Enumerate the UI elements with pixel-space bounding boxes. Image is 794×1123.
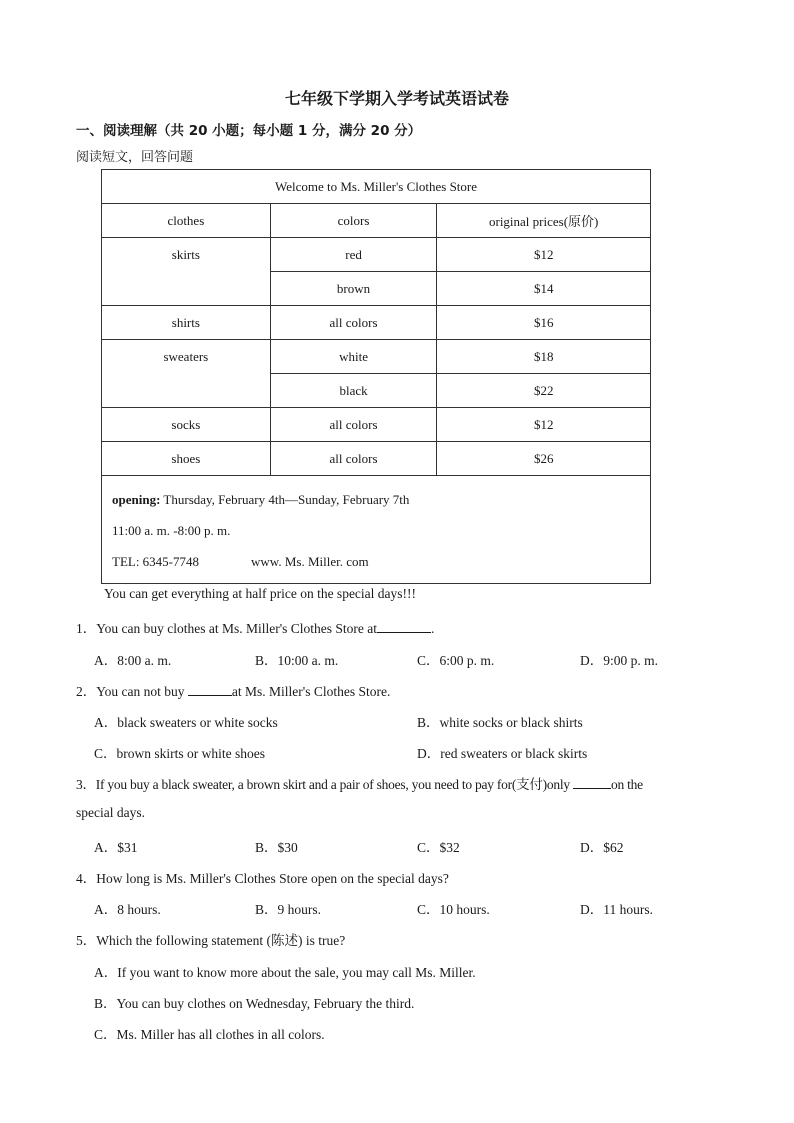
table-header-row bbox=[102, 204, 651, 238]
q3-option-b: B．$30 bbox=[255, 840, 298, 855]
item-cell: sweaters bbox=[102, 340, 271, 408]
question-text-end: at Ms. Miller's Clothes Store. bbox=[231, 684, 391, 699]
q2-option-b: B．white socks or black shirts bbox=[417, 715, 583, 730]
question-3 bbox=[76, 773, 643, 793]
table-caption: Welcome to Ms. Miller's Clothes Store bbox=[102, 170, 651, 204]
q5-option-c: C．Ms. Miller has all clothes in all colors. bbox=[94, 1027, 325, 1042]
question-text: How long is Ms. Miller's Clothes Store open on the special days? bbox=[96, 871, 449, 886]
answer-blank bbox=[188, 682, 232, 696]
q2-option-a: A．black sweaters or white socks bbox=[94, 715, 278, 730]
table-row bbox=[102, 408, 651, 442]
color-cell: all colors bbox=[270, 306, 437, 340]
question-number: 4． bbox=[76, 871, 97, 886]
item-cell: socks bbox=[102, 408, 271, 442]
q1-option-b: B．10:00 a. m. bbox=[255, 653, 339, 668]
answer-blank bbox=[573, 775, 611, 789]
item-cell: shoes bbox=[102, 442, 271, 476]
price-cell: $18 bbox=[437, 340, 651, 374]
color-cell: brown bbox=[270, 272, 437, 306]
question-text: You can not buy bbox=[96, 684, 188, 699]
question-text-end: on the bbox=[610, 777, 643, 792]
q4-option-c: C．10 hours. bbox=[417, 902, 490, 917]
color-cell: all colors bbox=[270, 408, 437, 442]
question-text: If you buy a black sweater, a brown skirt and a pair of shoes, you need to pay for(支付)only bbox=[95, 777, 573, 792]
price-cell: $22 bbox=[437, 374, 651, 408]
question-number: 5． bbox=[76, 933, 97, 948]
q3-option-a: A．$31 bbox=[94, 840, 138, 855]
table-row bbox=[102, 340, 651, 374]
item-cell: skirts bbox=[102, 238, 271, 306]
q5-option-a: A．If you want to know more about the sale, you may call Ms. Miller. bbox=[94, 965, 476, 980]
question-2 bbox=[76, 680, 390, 700]
opening-line bbox=[112, 484, 640, 515]
q1-option-a: A．8:00 a. m. bbox=[94, 653, 172, 668]
question-text: Which the following statement (陈述) is true? bbox=[96, 933, 346, 948]
special-note: You can get everything at half price on the special days!!! bbox=[104, 586, 417, 601]
opening-label: opening: bbox=[112, 492, 161, 507]
header-prices: original prices(原价) bbox=[437, 204, 651, 238]
answer-blank bbox=[377, 619, 431, 633]
price-cell: $14 bbox=[437, 272, 651, 306]
question-text-end: . bbox=[431, 621, 435, 636]
reading-instruction: 阅读短文，回答问题 bbox=[76, 150, 194, 165]
price-cell: $12 bbox=[437, 238, 651, 272]
opening-hours: 11:00 a. m. -8:00 p. m. bbox=[112, 523, 231, 538]
q2-option-c: C．brown skirts or white shoes bbox=[94, 746, 265, 761]
question-3-continued: special days. bbox=[76, 805, 145, 820]
color-cell: red bbox=[270, 238, 437, 272]
table-row bbox=[102, 306, 651, 340]
header-colors: colors bbox=[270, 204, 437, 238]
contact-line bbox=[112, 546, 640, 577]
question-4 bbox=[76, 867, 449, 887]
question-number: 2． bbox=[76, 684, 97, 699]
section-heading: 一、阅读理解（共 20 小题；每小题 1 分，满分 20 分） bbox=[76, 123, 422, 139]
question-number: 1． bbox=[76, 621, 97, 636]
q4-option-d: D．11 hours. bbox=[580, 902, 653, 917]
q1-option-c: C．6:00 p. m. bbox=[417, 653, 495, 668]
opening-dates: Thursday, February 4th—Sunday, February 7th bbox=[160, 492, 410, 507]
color-cell: white bbox=[270, 340, 437, 374]
table-row bbox=[102, 238, 651, 272]
price-cell: $12 bbox=[437, 408, 651, 442]
q5-option-b: B．You can buy clothes on Wednesday, February the third. bbox=[94, 996, 415, 1011]
q1-option-d: D．9:00 p. m. bbox=[580, 653, 659, 668]
item-cell: shirts bbox=[102, 306, 271, 340]
q3-option-d: D．$62 bbox=[580, 840, 624, 855]
exam-title: 七年级下学期入学考试英语试卷 bbox=[284, 89, 509, 108]
price-cell: $26 bbox=[437, 442, 651, 476]
store-price-table bbox=[101, 169, 651, 584]
question-number: 3． bbox=[76, 777, 96, 792]
question-text: You can buy clothes at Ms. Miller's Clothes Store at bbox=[96, 621, 378, 636]
price-cell: $16 bbox=[437, 306, 651, 340]
question-1 bbox=[76, 617, 434, 637]
question-5 bbox=[76, 929, 345, 949]
color-cell: black bbox=[270, 374, 437, 408]
color-cell: all colors bbox=[270, 442, 437, 476]
table-row bbox=[102, 442, 651, 476]
website: www. Ms. Miller. com bbox=[251, 554, 369, 569]
store-info-cell bbox=[102, 476, 651, 584]
q4-option-b: B．9 hours. bbox=[255, 902, 322, 917]
header-clothes: clothes bbox=[102, 204, 271, 238]
q3-option-c: C．$32 bbox=[417, 840, 460, 855]
tel-number: TEL: 6345-7748 bbox=[112, 554, 200, 569]
q4-option-a: A．8 hours. bbox=[94, 902, 161, 917]
q2-option-d: D．red sweaters or black skirts bbox=[417, 746, 588, 761]
